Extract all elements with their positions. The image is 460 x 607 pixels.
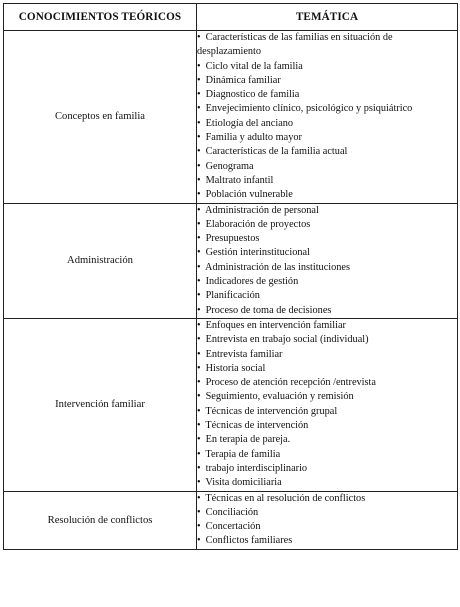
bullet-icon: • xyxy=(197,535,201,547)
list-item xyxy=(197,390,457,404)
list-item-text: Concertación xyxy=(205,521,261,533)
header-tematica: TEMÁTICA xyxy=(197,4,458,31)
list-item-text: Seguimiento, evaluación y remisión xyxy=(205,391,354,403)
list-item-text: Diagnostico de familia xyxy=(205,89,300,101)
bullet-icon: • xyxy=(197,189,201,201)
list-item-text: Conciliación xyxy=(205,506,259,518)
bullet-icon: • xyxy=(197,146,201,158)
bullet-icon: • xyxy=(197,247,201,259)
table-row xyxy=(4,203,458,318)
list-item-text: Presupuestos xyxy=(205,233,260,245)
list-item xyxy=(197,448,457,462)
list-item-text: Genograma xyxy=(205,160,254,172)
header-row xyxy=(4,4,458,31)
list-item-text: Dinámica familiar xyxy=(205,74,281,86)
list-item xyxy=(197,492,457,506)
bullet-icon: • xyxy=(197,89,201,101)
list-item xyxy=(197,102,457,116)
tematica-cell xyxy=(197,491,458,549)
list-item-text: Etiología del anciano xyxy=(205,117,294,129)
list-item-text: En terapia de pareja. xyxy=(205,434,291,446)
list-item xyxy=(197,60,457,74)
bullet-icon: • xyxy=(197,261,201,273)
bullet-icon: • xyxy=(197,477,201,489)
header-conocimientos: CONOCIMIENTOS TEÓRICOS xyxy=(4,4,197,31)
list-item xyxy=(197,174,457,188)
list-item xyxy=(197,319,457,333)
bullet-icon: • xyxy=(197,117,201,129)
list-item xyxy=(197,261,457,275)
table-row xyxy=(4,31,458,204)
list-item-text: Ciclo vital de la familia xyxy=(205,60,303,72)
list-item xyxy=(197,348,457,362)
list-item-text: Familia y adulto mayor xyxy=(205,132,302,144)
list-item xyxy=(197,289,457,303)
list-item-text: Envejecimiento clínico, psicológico y psiquiátrico xyxy=(205,103,413,115)
list-item xyxy=(197,333,457,347)
tematica-list xyxy=(197,204,457,318)
table-row xyxy=(4,491,458,549)
list-item xyxy=(197,246,457,260)
list-item xyxy=(197,506,457,520)
list-item-text: Entrevista familiar xyxy=(205,348,283,360)
list-item xyxy=(197,376,457,390)
list-item xyxy=(197,160,457,174)
bullet-icon: • xyxy=(197,276,201,288)
list-item-text: Técnicas de intervención grupal xyxy=(205,405,338,417)
list-item-text: Características de las familias en situación de desplazamiento xyxy=(197,32,393,58)
bullet-icon: • xyxy=(197,233,201,245)
bullet-icon: • xyxy=(197,32,201,43)
list-item-text: Enfoques en intervención familiar xyxy=(205,319,346,331)
list-item-text: Historia social xyxy=(205,362,266,374)
list-item-text: Administración de las instituciones xyxy=(205,261,351,273)
list-item xyxy=(197,304,457,318)
tematica-cell xyxy=(197,203,458,318)
list-item xyxy=(197,433,457,447)
list-item xyxy=(197,74,457,88)
bullet-icon: • xyxy=(197,319,201,331)
bullet-icon: • xyxy=(197,290,201,302)
list-item xyxy=(197,88,457,102)
bullet-icon: • xyxy=(197,391,201,403)
list-item xyxy=(197,204,457,218)
bullet-icon: • xyxy=(197,103,201,115)
tematica-cell xyxy=(197,31,458,204)
bullet-icon: • xyxy=(197,506,201,518)
bullet-icon: • xyxy=(197,60,201,72)
list-item xyxy=(197,131,457,145)
bullet-icon: • xyxy=(197,204,201,216)
bullet-icon: • xyxy=(197,304,201,316)
bullet-icon: • xyxy=(197,377,201,389)
list-item xyxy=(197,419,457,433)
list-item-text: Entrevista en trabajo social (individual) xyxy=(205,334,369,346)
list-item xyxy=(197,218,457,232)
list-item-text: Gestión interinstitucional xyxy=(205,247,310,259)
bullet-icon: • xyxy=(197,434,201,446)
topic-cell: Administración xyxy=(4,203,197,318)
list-item-text: Conflictos familiares xyxy=(205,535,293,547)
list-item-text: Visita domiciliaria xyxy=(205,477,282,489)
list-item-text: trabajo interdisciplinario xyxy=(205,462,308,474)
bullet-icon: • xyxy=(197,462,201,474)
list-item-text: Proceso de toma de decisiones xyxy=(205,304,332,316)
list-item xyxy=(197,520,457,534)
list-item xyxy=(197,31,457,60)
list-item xyxy=(197,462,457,476)
list-item xyxy=(197,117,457,131)
bullet-icon: • xyxy=(197,334,201,346)
list-item xyxy=(197,145,457,159)
bullet-icon: • xyxy=(197,362,201,374)
list-item-text: Maltrato infantil xyxy=(205,174,274,186)
bullet-icon: • xyxy=(197,448,201,460)
bullet-icon: • xyxy=(197,348,201,360)
table-body xyxy=(4,31,458,550)
bullet-icon: • xyxy=(197,492,201,504)
list-item xyxy=(197,362,457,376)
list-item xyxy=(197,188,457,202)
topic-cell: Conceptos en familia xyxy=(4,31,197,204)
list-item xyxy=(197,534,457,548)
tematica-list xyxy=(197,492,457,549)
bullet-icon: • xyxy=(197,174,201,186)
bullet-icon: • xyxy=(197,420,201,432)
list-item xyxy=(197,405,457,419)
table-row xyxy=(4,318,458,491)
tematica-list xyxy=(197,31,457,203)
topics-table xyxy=(3,3,458,550)
list-item-text: Planificación xyxy=(205,290,260,302)
list-item-text: Administración de personal xyxy=(205,204,319,216)
bullet-icon: • xyxy=(197,405,201,417)
bullet-icon: • xyxy=(197,132,201,144)
list-item-text: Técnicas en al resolución de conflictos xyxy=(205,492,366,504)
list-item xyxy=(197,232,457,246)
list-item-text: Proceso de atención recepción /entrevista xyxy=(205,377,376,389)
tematica-cell xyxy=(197,318,458,491)
bullet-icon: • xyxy=(197,74,201,86)
list-item-text: Población vulnerable xyxy=(205,189,293,201)
topic-cell: Resolución de conflictos xyxy=(4,491,197,549)
list-item-text: Terapia de familia xyxy=(205,448,281,460)
list-item-text: Elaboración de proyectos xyxy=(205,218,311,230)
list-item xyxy=(197,476,457,490)
topic-cell: Intervención familiar xyxy=(4,318,197,491)
list-item-text: Indicadores de gestión xyxy=(205,276,299,288)
bullet-icon: • xyxy=(197,160,201,172)
bullet-icon: • xyxy=(197,521,201,533)
list-item-text: Características de la familia actual xyxy=(205,146,348,158)
list-item-text: Técnicas de intervención xyxy=(205,420,309,432)
bullet-icon: • xyxy=(197,218,201,230)
tematica-list xyxy=(197,319,457,491)
list-item xyxy=(197,275,457,289)
